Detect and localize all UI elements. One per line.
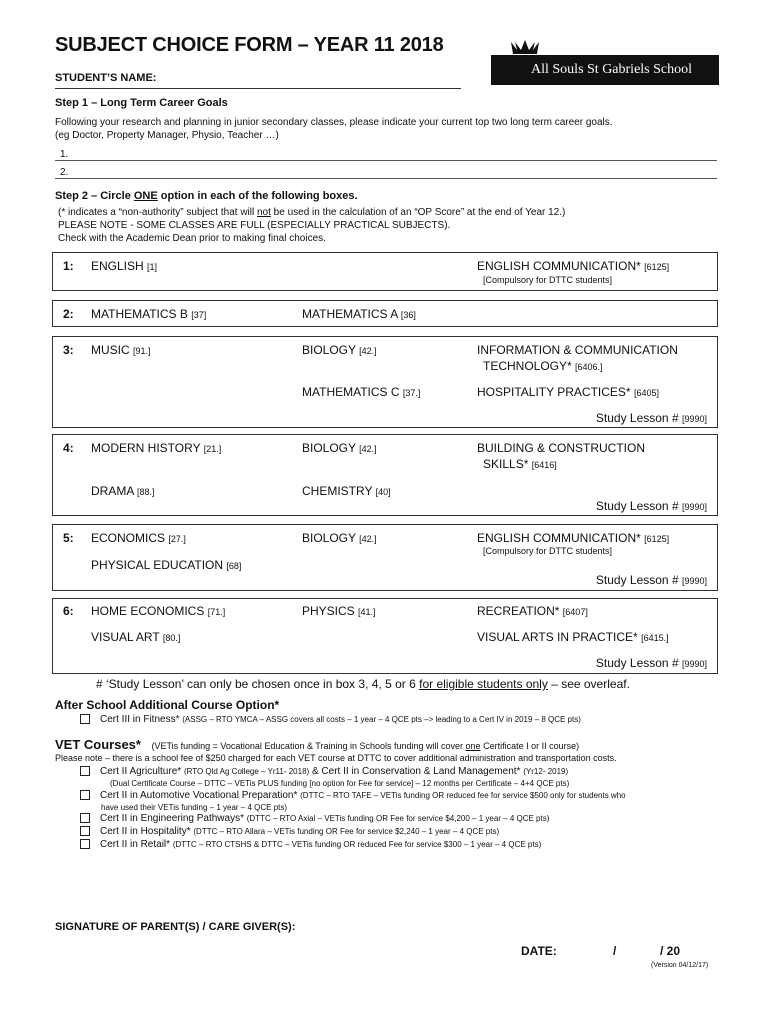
course-name: Cert II in Retail* [100,839,171,850]
subject-drama[interactable] [91,484,155,498]
subject-study-lesson[interactable] [596,411,707,425]
compulsory-note: [Compulsory for DTTC students] [483,546,613,556]
course-note: (DTTC – RTO Allara – VETis funding OR Fee for service $2,240 – 1 year – 4 QCE pts) [193,827,500,836]
subject-code: [9990] [681,659,707,669]
school-name: All Souls St Gabriels School [531,62,693,77]
subject-code: [6415.] [641,633,669,643]
subject-name-line2 [477,456,645,473]
subject-music[interactable] [91,343,151,357]
subject-name: VISUAL ARTS IN PRACTICE* [477,630,638,644]
subject-name: PHYSICAL EDUCATION [91,558,224,572]
subject-name: Study Lesson # [595,499,679,513]
subject-name: VISUAL ART [91,630,160,644]
subject-physical-education[interactable] [91,558,241,572]
subject-physics[interactable] [302,604,376,618]
subject-code: [27.] [168,534,186,544]
subject-code: [37] [191,310,207,320]
course-name: Cert II in Engineering Pathways* [100,813,244,824]
subject-code: [6407] [562,607,588,617]
subject-name: BIOLOGY [302,343,356,357]
subject-code: [80.] [162,633,181,643]
subject-name: MATHEMATICS A [302,307,398,321]
subject-recreation[interactable] [477,604,588,618]
step1-text-line1: Following your research and planning in junior secondary classes, please indicate your current top two long term career goals. [55,117,613,128]
vet-option-retail[interactable] [80,839,541,850]
subject-name: DRAMA [91,484,134,498]
step2-heading-post: option in each of the following boxes. [157,190,358,202]
step2-heading-emphasis: ONE [133,190,158,202]
subject-code: [36] [400,310,416,320]
subject-english-communication[interactable] [477,259,669,273]
subject-biology[interactable] [302,531,377,545]
vet-heading-row [55,736,579,754]
study-note-pre: # ‘Study Lesson’ can only be chosen once in box 3, 4, 5 or 6 [96,677,420,691]
checkbox[interactable] [80,790,90,800]
subject-code: [91.] [133,346,151,356]
course-note-secondary: (Yr12- 2019) [523,767,569,776]
checkbox[interactable] [80,813,90,823]
subject-name-line1: BUILDING & CONSTRUCTION [477,441,646,455]
box-number: 6: [63,604,74,618]
subject-mathematics-a[interactable] [302,307,416,321]
checkbox[interactable] [80,714,90,724]
subject-code: [9990] [681,414,707,424]
note1-pre: (* indicates a “non-authority” subject that will [58,207,257,218]
date-label: DATE: [521,944,557,958]
automotive-sub-note: have used their VETis funding – 1 year – 4 QCE pts) [101,803,288,812]
subject-box-5 [52,524,718,591]
subject-name-line2 [477,358,678,375]
subject-visual-arts-in-practice[interactable] [477,630,669,644]
subject-box-3 [52,336,718,428]
vet-fee-note: Please note – there is a school fee of $250 charged for each VET course at DTTC to cover additional administration and transportation costs. [55,753,617,763]
vet-option-engineering[interactable] [80,813,549,824]
course-note: (RTO Qld Ag College – Yr11- 2018) [183,767,310,776]
course-note: (DTTC – RTO CTSHS & DTTC – VETis funding OR reduced Fee for service $300 – 1 year – 4 QCE pts) [172,840,542,849]
subject-study-lesson[interactable] [596,499,707,513]
subject-name: RECREATION* [477,604,560,618]
subject-code: [42.] [359,346,377,356]
subject-english-communication[interactable] [477,531,669,545]
compulsory-note: [Compulsory for DTTC students] [483,275,613,285]
course-name: Cert II Agriculture* [100,766,182,777]
study-note-emphasis: for eligible students only [419,677,548,691]
vet-option-agriculture[interactable] [80,766,568,777]
student-name-field[interactable] [55,88,461,89]
vet-option-automotive[interactable] [80,790,626,801]
subject-name: Study Lesson # [595,411,679,425]
box-number: 1: [63,259,74,273]
step2-heading-pre: Step 2 – Circle [55,190,134,202]
vet-desc-emphasis: one [465,741,481,751]
study-lesson-note [96,677,630,691]
step2-heading [55,190,358,202]
checkbox[interactable] [80,826,90,836]
subject-name: SKILLS* [483,457,529,471]
vet-desc-post: Certificate I or II course) [480,741,580,751]
course-note: (DTTC – RTO TAFE – VETis funding OR reduced fee for service $500 only for students who [300,791,626,800]
signature-field[interactable] [55,962,718,963]
subject-box-1 [52,252,718,291]
subject-code: [21.] [203,444,222,454]
step1-text [55,116,735,142]
subject-code: [71.] [207,607,226,617]
subject-name: ENGLISH COMMUNICATION* [477,531,641,545]
vet-desc-pre: (VETis funding = Vocational Education & Training in Schools funding will cover [151,741,466,751]
agriculture-sub-note: (Dual Certificate Course – DTTC – VETis PLUS funding [no option for Fee for service] – 12 months per Certificate – 4+4 QCE pts) [110,779,570,788]
checkbox[interactable] [80,839,90,849]
career-goal-2-field[interactable] [55,178,717,179]
vet-description [151,741,579,751]
subject-mathematics-b[interactable] [91,307,206,321]
subject-name: MATHEMATICS B [91,307,188,321]
subject-code: [42.] [359,534,377,544]
subject-name: HOSPITALITY PRACTICES* [477,385,631,399]
subject-name: MODERN HISTORY [91,441,201,455]
subject-biology[interactable] [302,343,377,357]
subject-name: ECONOMICS [91,531,166,545]
subject-building-construction[interactable] [477,440,645,473]
step2-note2: PLEASE NOTE - SOME CLASSES ARE FULL (ESPECIALLY PRACTICAL SUBJECTS). [58,220,451,231]
after-school-heading: After School Additional Course Option* [55,698,280,712]
subject-name: PHYSICS [302,604,355,618]
step2-notes [58,206,738,245]
subject-mathematics-c[interactable] [302,385,420,399]
subject-name: ENGLISH [91,259,144,273]
subject-name-line1: INFORMATION & COMMUNICATION [477,343,678,357]
subject-box-2 [52,300,718,327]
box-number: 5: [63,531,74,545]
subject-name: HOME ECONOMICS [91,604,205,618]
subject-name: Study Lesson # [595,656,679,670]
subject-code: [37.] [402,388,421,398]
subject-economics[interactable] [91,531,186,545]
box-number: 2: [63,307,74,321]
subject-name: ENGLISH COMMUNICATION* [477,259,641,273]
subject-code: [68] [226,561,242,571]
subject-name: Study Lesson # [595,573,679,587]
career-goal-1-field[interactable] [55,160,717,161]
box-number: 4: [63,441,74,455]
signature-label: SIGNATURE OF PARENT(S) / CARE GIVER(S): [55,921,296,933]
subject-study-lesson[interactable] [596,573,707,587]
date-year: / 20 [660,944,681,958]
subject-study-lesson[interactable] [596,656,707,670]
course-note: (ASSG – RTO YMCA – ASSG covers all costs – 1 year – 4 QCE pts –> leading to a Cert IV in 2019 – 8 QCE pts) [182,715,581,724]
course-name: Cert II in Hospitality* [100,826,191,837]
subject-chemistry[interactable] [302,484,391,498]
after-school-option-fitness[interactable] [80,714,581,725]
career-goal-2-label: 2. [60,167,69,178]
subject-name: TECHNOLOGY* [483,359,572,373]
subject-name: BIOLOGY [302,441,356,455]
course-name: Cert II in Automotive Vocational Preparation* [100,790,298,801]
subject-biology[interactable] [302,441,377,455]
course-name: Cert III in Fitness* [100,714,180,725]
subject-code: [9990] [681,576,707,586]
subject-hospitality[interactable] [477,385,659,399]
subject-box-4 [52,434,718,516]
step2-note3: Check with the Academic Dean prior to making final choices. [58,233,326,244]
subject-home-economics[interactable] [91,604,225,618]
subject-visual-art[interactable] [91,630,180,644]
subject-code: [6416] [531,460,557,470]
study-note-post: – see overleaf. [547,677,630,691]
page-title: SUBJECT CHOICE FORM – YEAR 11 2018 [55,34,444,56]
checkbox[interactable] [80,766,90,776]
subject-code: [41.] [358,607,376,617]
course-note: (DTTC – RTO Axial – VETis funding OR Fee for service $4,200 – 1 year – 4 QCE pts) [246,814,550,823]
school-banner [491,55,719,85]
subject-code: [40] [375,487,391,497]
career-goal-1-label: 1. [60,149,69,160]
note1-emphasis: not [256,207,271,218]
step2-note1 [58,206,738,219]
subject-code: [9990] [681,502,707,512]
subject-code: [6406.] [575,362,603,372]
course-name-secondary: & Cert II in Conservation & Land Management* [311,766,521,777]
vet-heading: VET Courses* [55,737,141,752]
subject-code: [6125] [644,262,670,272]
student-name-label: STUDENT’S NAME: [55,72,157,84]
subject-name: CHEMISTRY [302,484,373,498]
subject-box-6 [52,598,718,674]
subject-name: MUSIC [91,343,130,357]
subject-code: [88.] [137,487,155,497]
step1-text-line2: (eg Doctor, Property Manager, Physio, Teacher …) [55,130,279,141]
subject-code: [1] [147,262,158,272]
version-label: (Version 04/12/17) [651,962,709,969]
subject-code: [42.] [359,444,377,454]
subject-english[interactable] [91,259,157,273]
date-slash: / [613,944,617,958]
subject-ict[interactable] [477,342,678,375]
subject-code: [6405] [633,388,659,398]
box-number: 3: [63,343,74,357]
subject-modern-history[interactable] [91,441,221,455]
note1-post: be used in the calculation of an “OP Score” at the end of Year 12.) [270,207,566,218]
step1-heading: Step 1 – Long Term Career Goals [55,97,228,109]
subject-name: BIOLOGY [302,531,356,545]
subject-code: [6125] [644,534,670,544]
vet-option-hospitality[interactable] [80,826,499,837]
subject-name: MATHEMATICS C [302,385,400,399]
